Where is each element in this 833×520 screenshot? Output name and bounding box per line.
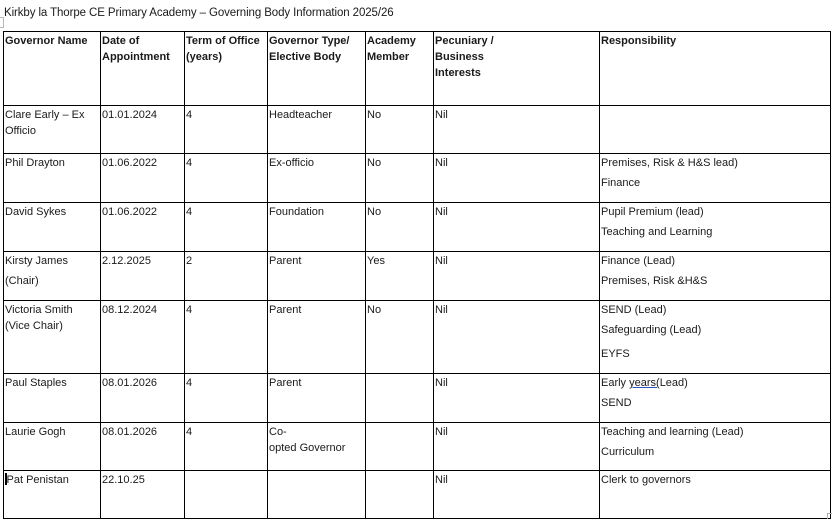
member-value: No (367, 206, 382, 218)
cell-academy-member[interactable] (366, 423, 434, 471)
cell-responsibility[interactable] (600, 106, 831, 154)
cell-date-of-appointment[interactable] (101, 301, 185, 374)
member-value: No (367, 157, 382, 169)
name-line: Kirsty James (5, 255, 68, 267)
responsibility-line: Pupil Premium (lead) (601, 206, 704, 218)
responsibility-line: SEND (601, 397, 632, 409)
cell-governor-type[interactable] (268, 301, 366, 374)
term-value: 4 (186, 304, 193, 316)
name-line: Laurie Gogh (5, 426, 66, 438)
table-row (4, 423, 831, 471)
responsibility-line: Premises, Risk & H&S lead) (601, 157, 738, 169)
interests-value: Nil (435, 474, 448, 486)
cell-pecuniary-interests[interactable] (434, 154, 600, 203)
type-line: Ex-officio (269, 157, 315, 169)
cell-term-of-office[interactable] (185, 301, 268, 374)
cell-pecuniary-interests[interactable] (434, 252, 600, 301)
cell-governor-name[interactable] (4, 106, 101, 154)
term-value: 4 (186, 109, 193, 121)
cell-term-of-office[interactable] (185, 374, 268, 423)
header-governor-name: Governor Name (4, 32, 101, 106)
cell-academy-member[interactable] (366, 203, 434, 252)
cell-term-of-office[interactable] (185, 154, 268, 203)
cell-pecuniary-interests[interactable] (434, 106, 600, 154)
cell-pecuniary-interests[interactable] (434, 423, 600, 471)
cell-date-of-appointment[interactable] (101, 423, 185, 471)
spellcheck-underline[interactable]: years( (629, 377, 660, 389)
interests-value: Nil (435, 157, 448, 169)
governing-body-table (3, 31, 831, 519)
cell-pecuniary-interests[interactable] (434, 203, 600, 252)
type-line: Parent (269, 377, 302, 389)
cell-academy-member[interactable] (366, 252, 434, 301)
date-value: 01.06.2022 (102, 157, 158, 169)
interests-value: Nil (435, 206, 448, 218)
responsibility-line: Finance (601, 177, 641, 189)
cell-governor-type[interactable] (268, 203, 366, 252)
cell-governor-name[interactable] (4, 203, 101, 252)
cell-governor-type[interactable] (268, 423, 366, 471)
date-value: 22.10.25 (102, 474, 145, 486)
cell-term-of-office[interactable] (185, 106, 268, 154)
type-line: Parent (269, 304, 302, 316)
cell-date-of-appointment[interactable] (101, 374, 185, 423)
cell-governor-name[interactable] (4, 471, 101, 519)
name-line: Paul Staples (5, 377, 67, 389)
interests-value: Nil (435, 255, 448, 267)
table-row (4, 106, 831, 154)
type-line: opted Governor (269, 442, 346, 454)
interests-value: Nil (435, 109, 448, 121)
responsibility-line: Teaching and Learning (601, 226, 713, 238)
name-line: David Sykes (5, 206, 67, 218)
name-line: Officio (5, 125, 36, 137)
cell-responsibility[interactable] (600, 374, 831, 423)
responsibility-line: Clerk to governors (601, 474, 691, 486)
cell-responsibility[interactable] (600, 471, 831, 519)
term-value: 4 (186, 426, 193, 438)
name-line: Pat Penistan (6, 474, 69, 486)
type-line: Parent (269, 255, 302, 267)
responsibility-line: Curriculum (601, 446, 655, 458)
member-value: No (367, 304, 382, 316)
name-line: Clare Early – Ex (5, 109, 85, 121)
name-line: (Vice Chair) (5, 320, 63, 332)
responsibility-line: Early years(Lead) (601, 377, 688, 389)
cell-academy-member[interactable] (366, 374, 434, 423)
cell-term-of-office[interactable] (185, 252, 268, 301)
term-value: 2 (186, 255, 193, 267)
cell-date-of-appointment[interactable] (101, 154, 185, 203)
responsibility-line: SEND (Lead) (601, 304, 667, 316)
cell-governor-name[interactable] (4, 374, 101, 423)
table-resize-handle[interactable] (827, 513, 832, 519)
cell-responsibility[interactable] (600, 203, 831, 252)
table-row (4, 301, 831, 374)
header-row (4, 32, 831, 106)
table-row (4, 471, 831, 519)
cell-date-of-appointment[interactable] (101, 203, 185, 252)
cell-term-of-office[interactable] (185, 423, 268, 471)
type-line: Co- (269, 426, 287, 438)
name-line-wrapper (5, 472, 99, 488)
cell-governor-name[interactable] (4, 301, 101, 374)
cell-responsibility[interactable] (600, 423, 831, 471)
term-value: 4 (186, 157, 193, 169)
cell-date-of-appointment[interactable] (101, 252, 185, 301)
cell-governor-type[interactable] (268, 252, 366, 301)
responsibility-line: Safeguarding (Lead) (601, 324, 702, 336)
header-date-of-appointment: Date of Appointment (101, 32, 185, 106)
header-pecuniary-interests: Pecuniary / Business Interests (434, 32, 600, 106)
cell-pecuniary-interests[interactable] (434, 471, 600, 519)
cell-responsibility[interactable] (600, 154, 831, 203)
cell-governor-type[interactable] (268, 154, 366, 203)
term-value: 4 (186, 377, 193, 389)
header-responsibility: Responsibility (600, 32, 831, 106)
member-value: Yes (367, 255, 385, 267)
interests-value: Nil (435, 426, 448, 438)
type-line: Headteacher (269, 109, 332, 121)
member-value: No (367, 109, 382, 121)
cell-academy-member[interactable] (366, 154, 434, 203)
cell-date-of-appointment[interactable] (101, 471, 185, 519)
table-row (4, 374, 831, 423)
table-row (4, 252, 831, 301)
date-value: 08.01.2026 (102, 377, 158, 389)
cell-governor-type[interactable] (268, 374, 366, 423)
document-title: Kirkby la Thorpe CE Primary Academy – Governing Body Information 2025/26 (4, 7, 394, 19)
cell-term-of-office[interactable] (185, 203, 268, 252)
cell-governor-name[interactable] (4, 154, 101, 203)
interests-value: Nil (435, 304, 448, 316)
table-row (4, 154, 831, 203)
name-line: (Chair) (5, 275, 39, 287)
date-value: 2.12.2025 (102, 255, 151, 267)
name-line: Phil Drayton (5, 157, 65, 169)
cell-governor-type[interactable] (268, 471, 366, 519)
cell-academy-member[interactable] (366, 106, 434, 154)
date-value: 01.06.2022 (102, 206, 158, 218)
date-value: 08.01.2026 (102, 426, 158, 438)
cell-date-of-appointment[interactable] (101, 106, 185, 154)
cell-governor-name[interactable] (4, 423, 101, 471)
table-row (4, 203, 831, 252)
name-line: Victoria Smith (5, 304, 73, 316)
cell-governor-name[interactable] (4, 252, 101, 301)
interests-value: Nil (435, 377, 448, 389)
responsibility-line: EYFS (601, 348, 630, 360)
cell-term-of-office[interactable] (185, 471, 268, 519)
header-governor-type: Governor Type/ Elective Body (268, 32, 366, 106)
responsibility-line: Finance (Lead) (601, 255, 675, 267)
date-value: 01.01.2024 (102, 109, 158, 121)
type-line: Foundation (269, 206, 325, 218)
cell-academy-member[interactable] (366, 471, 434, 519)
date-value: 08.12.2024 (102, 304, 158, 316)
cell-responsibility[interactable] (600, 252, 831, 301)
header-term-of-office: Term of Office (years) (185, 32, 268, 106)
responsibility-line: Premises, Risk &H&S (601, 275, 708, 287)
cell-governor-type[interactable] (268, 106, 366, 154)
header-academy-member: Academy Member (366, 32, 434, 106)
cell-pecuniary-interests[interactable] (434, 374, 600, 423)
cell-academy-member[interactable] (366, 301, 434, 374)
cell-responsibility[interactable] (600, 301, 831, 374)
responsibility-line: Teaching and learning (Lead) (601, 426, 744, 438)
term-value: 4 (186, 206, 193, 218)
cell-pecuniary-interests[interactable] (434, 301, 600, 374)
